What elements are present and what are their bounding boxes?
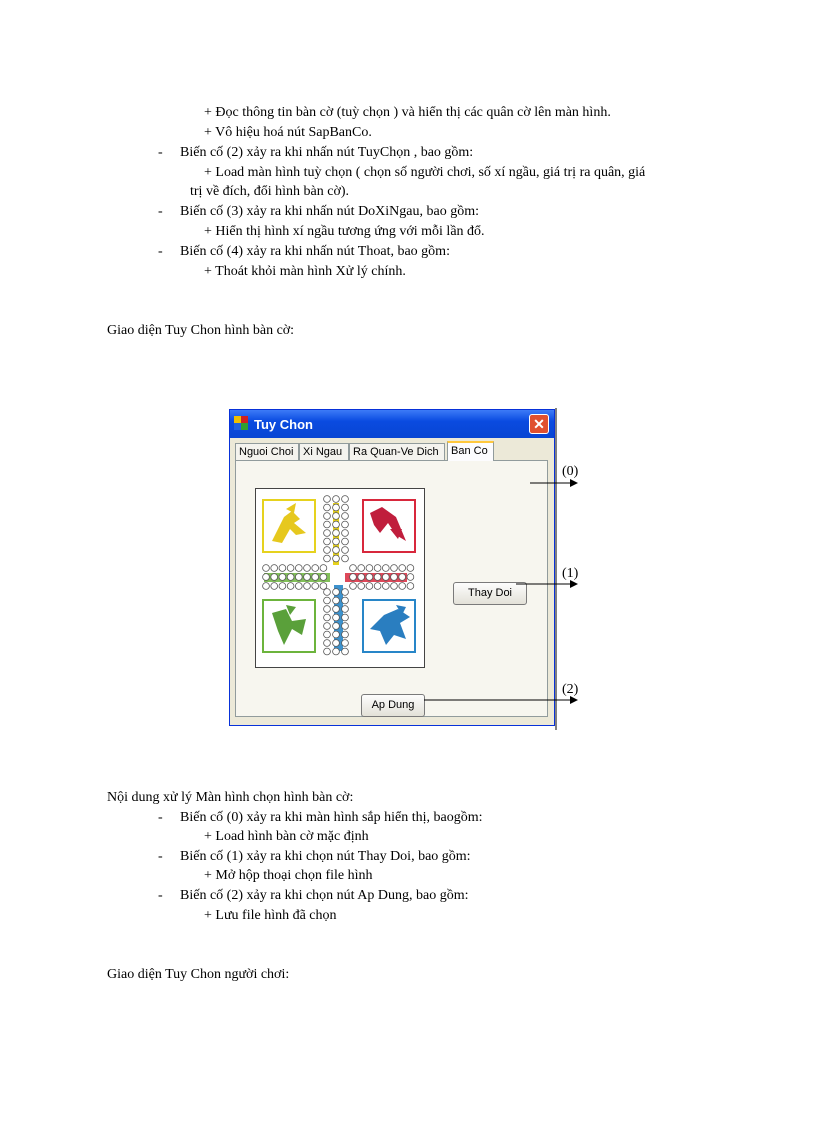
section-heading: Giao diện Tuy Chon người chơi: — [107, 967, 290, 982]
section-heading: Nội dung xử lý Màn hình chọn hình bàn cờ: — [107, 790, 354, 805]
text-line: + Load màn hình tuỳ chọn ( chọn số người chơi, số xí ngầu, giá trị ra quân, giá — [204, 165, 646, 180]
tab-ban-co[interactable]: Ban Co — [447, 441, 494, 461]
arrow-head-0 — [570, 479, 578, 487]
ap-dung-button[interactable]: Ap Dung — [361, 694, 425, 717]
tab-ra-quan-ve-dich[interactable]: Ra Quan-Ve Dich — [349, 443, 445, 460]
text-line: Biến cố (3) xảy ra khi nhấn nút DoXiNgau, bao gồm: — [180, 204, 479, 219]
text-line: trị về đích, đổi hình bàn cờ). — [190, 184, 350, 199]
close-icon[interactable]: ✕ — [529, 414, 549, 434]
text-line: Biến cố (2) xảy ra khi chọn nút Ap Dung, bao gồm: — [180, 888, 469, 903]
text-line: Biến cố (0) xảy ra khi màn hình sắp hiển thị, baogồm: — [180, 810, 483, 825]
tab-nguoi-choi[interactable]: Nguoi Choi — [235, 443, 299, 460]
bullet-dash: - — [158, 810, 163, 825]
thay-doi-button[interactable]: Thay Doi — [453, 582, 527, 605]
text-line: + Hiển thị hình xí ngầu tương ứng với mỗi lần đổ. — [204, 224, 485, 239]
text-line: + Load hình bàn cờ mặc định — [204, 829, 369, 844]
text-line: + Mở hộp thoại chọn file hình — [204, 868, 373, 883]
annotation-label: (2) — [562, 682, 579, 697]
text-line: Biến cố (4) xảy ra khi nhấn nút Thoat, bao gồm: — [180, 244, 450, 259]
tab-xi-ngau[interactable]: Xi Ngau — [299, 443, 349, 460]
text-line: Biến cố (1) xảy ra khi chọn nút Thay Doi, bao gồm: — [180, 849, 471, 864]
window-title: Tuy Chon — [254, 417, 313, 432]
bullet-dash: - — [158, 888, 163, 903]
text-line: + Thoát khỏi màn hình Xử lý chính. — [204, 264, 406, 279]
text-line: + Lưu file hình đã chọn — [204, 908, 337, 923]
bullet-dash: - — [158, 145, 163, 160]
bullet-dash: - — [158, 204, 163, 219]
bullet-dash: - — [158, 849, 163, 864]
section-heading: Giao diện Tuy Chon hình bàn cờ: — [107, 323, 295, 338]
text-line: Biến cố (2) xảy ra khi nhấn nút TuyChọn , bao gồm: — [180, 145, 474, 160]
annotation-label: (0) — [562, 464, 579, 479]
bullet-dash: - — [158, 244, 163, 259]
text-line: + Vô hiệu hoá nút SapBanCo. — [204, 125, 372, 140]
text-line: + Đọc thông tin bàn cờ (tuỳ chọn ) và hiển thị các quân cờ lên màn hình. — [204, 105, 611, 120]
annotation-label: (1) — [562, 566, 579, 581]
